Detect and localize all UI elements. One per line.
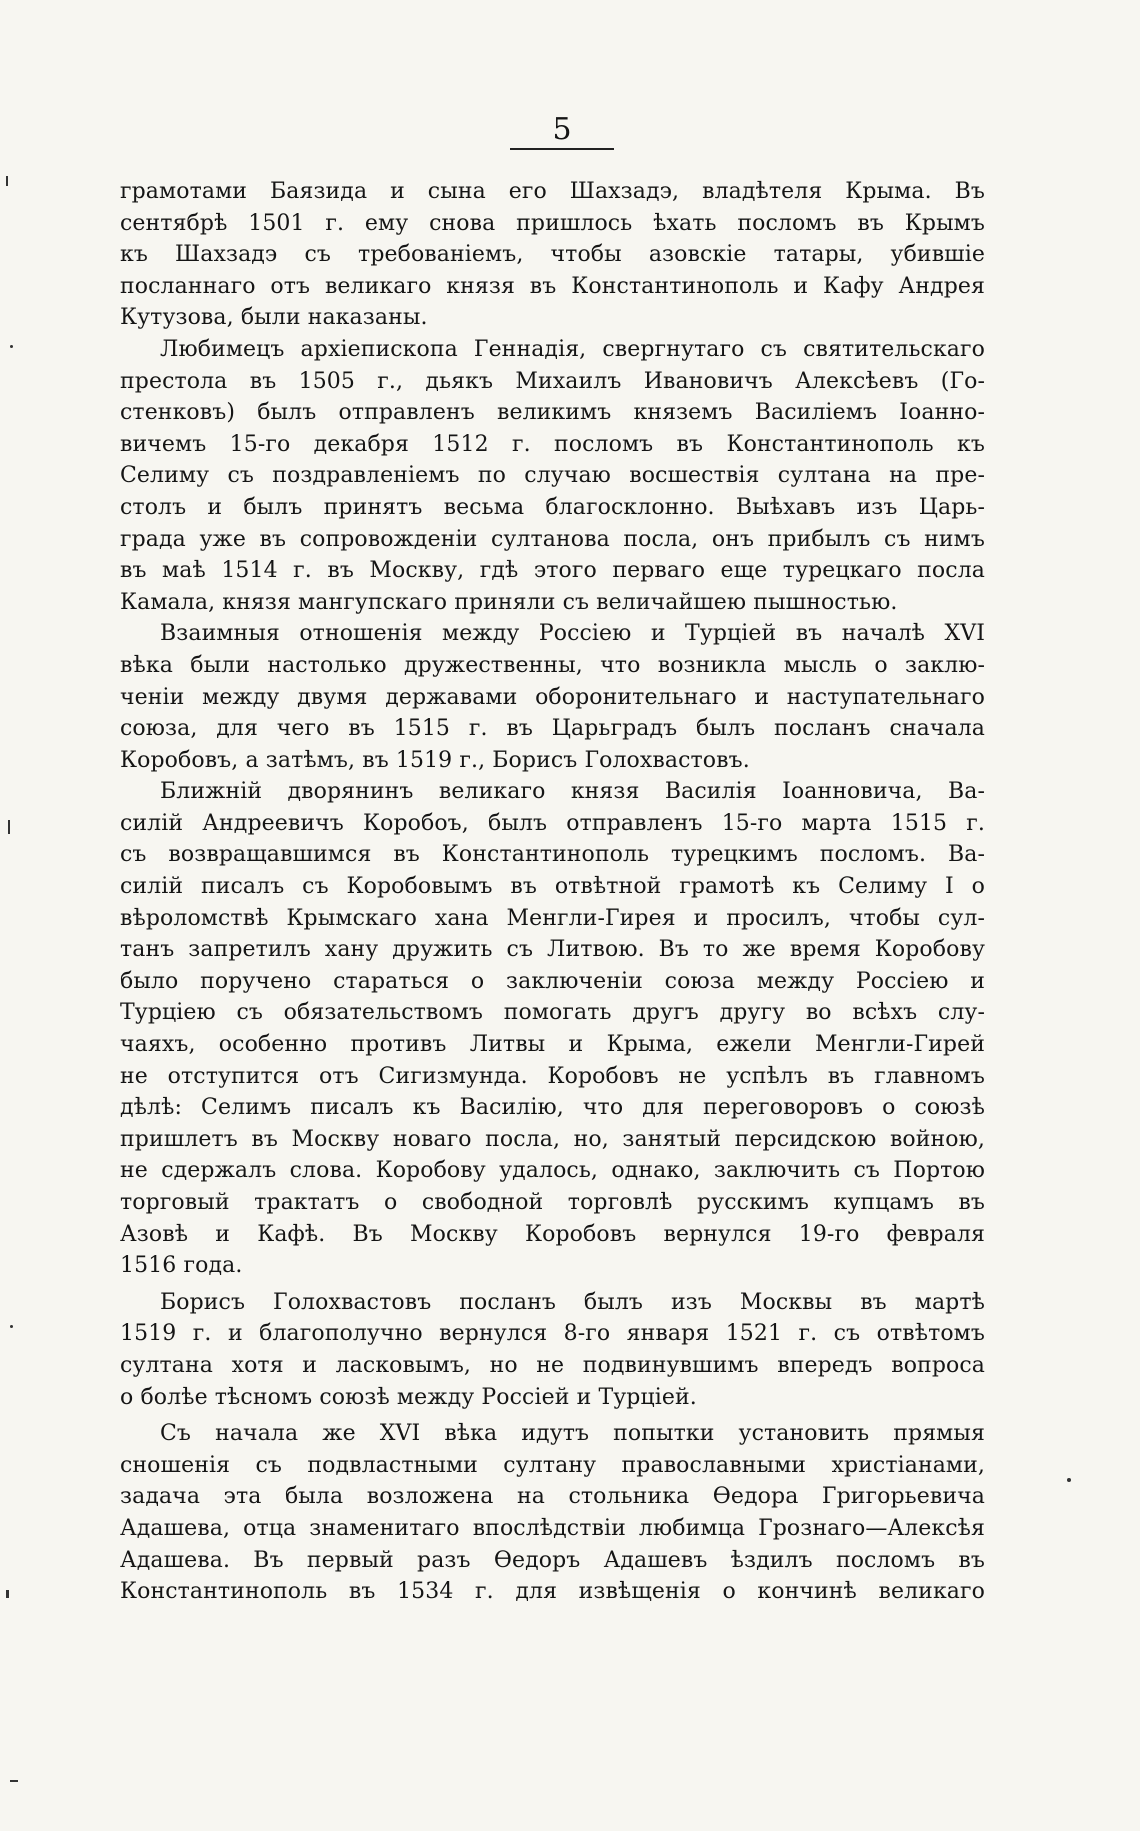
text-line: къ Шахзадэ съ требованіемъ, чтобы азовскіе татары, убившіе xyxy=(120,242,985,268)
scan-mark xyxy=(8,820,10,834)
text-line: дѣлѣ: Селимъ писалъ къ Василію, что для переговоровъ о союзѣ xyxy=(120,1095,985,1121)
text-line: султана хотя и ласковымъ, но не подвинувшимъ впередъ вопроса xyxy=(120,1352,985,1378)
text-line: ченіи между двумя державами оборонительнаго и наступательнаго xyxy=(120,684,985,710)
text-line: не отступится отъ Сигизмунда. Коробовъ не успѣлъ въ главномъ xyxy=(120,1063,985,1089)
text-line: не сдержалъ слова. Коробову удалось, однако, заключить съ Портою xyxy=(120,1158,985,1184)
text-line: сношенія съ подвластными султану православными христіанами, xyxy=(120,1452,985,1478)
text-line: Константинополь въ 1534 г. для извѣщенія о кончинѣ великаго xyxy=(120,1579,985,1605)
page-number-rule xyxy=(510,148,614,150)
scan-mark xyxy=(1067,1478,1071,1482)
text-line: союза, для чего въ 1515 г. въ Царьградъ былъ посланъ сначала xyxy=(120,716,985,742)
text-line: стенковъ) былъ отправленъ великимъ княземъ Василіемъ Іоанно- xyxy=(120,400,985,426)
text-line: Камала, князя мангупскаго приняли съ величайшею пышностью. xyxy=(120,589,898,615)
text-line: Взаимныя отношенія между Россіею и Турціей въ началѣ XVI xyxy=(160,621,985,647)
text-line: столъ и былъ принятъ весьма благосклонно. Выѣхавъ изъ Царь- xyxy=(120,494,985,520)
text-line: Селиму съ поздравленіемъ по случаю восшествія султана на пре- xyxy=(120,463,985,489)
text-line: сентябрѣ 1501 г. ему снова пришлось ѣхать посломъ въ Крымъ xyxy=(120,210,985,236)
page-number: 5 xyxy=(552,112,572,147)
text-line: Борисъ Голохвастовъ посланъ былъ изъ Москвы въ мартѣ xyxy=(160,1289,985,1315)
scan-mark xyxy=(10,1780,18,1782)
text-line: Адашева. Въ первый разъ Ѳедоръ Адашевъ ѣздилъ посломъ въ xyxy=(120,1547,985,1573)
text-line: торговый трактатъ о свободной торговлѣ русскимъ купцамъ въ xyxy=(120,1190,985,1215)
text-line: Любимецъ архіепископа Геннадія, свергнутаго съ святительскаго xyxy=(160,336,985,362)
text-line: Адашева, отца знаменитаго впослѣдствіи любимца Грознаго—Алексѣя xyxy=(120,1515,985,1541)
text-line: 1516 года. xyxy=(120,1253,243,1279)
text-line: Турціею съ обязательствомъ помогать другъ другу во всѣхъ слу- xyxy=(120,1000,985,1026)
text-line: было поручено стараться о заключеніи союза между Россіею и xyxy=(120,968,985,994)
text-line: Съ начала же XVI вѣка идутъ попытки установить прямыя xyxy=(160,1421,985,1447)
text-line: силій писалъ съ Коробовымъ въ отвѣтной грамотѣ къ Селиму I о xyxy=(120,874,985,900)
text-line: престола въ 1505 г., дьякъ Михаилъ Ивановичъ Алексѣевъ (Го- xyxy=(120,368,985,394)
text-line: вѣроломствѣ Крымскаго хана Менгли-Гирея и просилъ, чтобы сул- xyxy=(120,905,985,931)
scan-mark xyxy=(10,345,13,348)
text-line: 1519 г. и благополучно вернулся 8-го января 1521 г. съ отвѣтомъ xyxy=(120,1321,985,1347)
text-line: о болѣе тѣсномъ союзѣ между Россіей и Турціей. xyxy=(120,1384,697,1410)
text-line: Ближній дворянинъ великаго князя Василія Іоанновича, Ва- xyxy=(160,779,985,805)
scan-mark xyxy=(10,1325,13,1328)
text-line: грамотами Баязида и сына его Шахзадэ, владѣтеля Крыма. Въ xyxy=(120,179,985,204)
body-text xyxy=(120,176,985,1608)
text-line: вичемъ 15-го декабря 1512 г. посломъ въ Константинополь къ xyxy=(120,431,985,457)
text-line: танъ запретилъ хану дружить съ Литвою. Въ то же время Коробову xyxy=(120,937,985,963)
text-line: Коробовъ, а затѣмъ, въ 1519 г., Борисъ Голохвастовъ. xyxy=(120,747,750,773)
text-line: вѣка были настолько дружественны, что возникла мысль о заклю- xyxy=(120,652,985,678)
text-line: Кутузова, были наказаны. xyxy=(120,305,428,331)
text-line: съ возвращавшимся въ Константинополь турецкимъ посломъ. Ва- xyxy=(120,842,985,868)
text-line: въ маѣ 1514 г. въ Москву, гдѣ этого перваго еще турецкаго посла xyxy=(120,558,985,584)
text-line: града уже въ сопровожденіи султанова посла, онъ прибылъ съ нимъ xyxy=(120,526,985,552)
text-line: силій Андреевичъ Коробоъ, былъ отправленъ 15-го марта 1515 г. xyxy=(120,810,985,836)
text-line: задача эта была возложена на стольника Ѳедора Григорьевича xyxy=(120,1484,985,1510)
text-line: посланнаго отъ великаго князя въ Константинополь и Кафу Андрея xyxy=(120,273,985,299)
text-line: Азовѣ и Кафѣ. Въ Москву Коробовъ вернулся 19-го февраля xyxy=(120,1221,985,1247)
scan-mark xyxy=(6,176,8,186)
text-line: пришлетъ въ Москву новаго посла, но, занятый персидскою войною, xyxy=(120,1126,985,1152)
scan-mark xyxy=(6,1590,9,1598)
text-line: чаяхъ, особенно противъ Литвы и Крыма, ежели Менгли-Гирей xyxy=(120,1032,985,1058)
